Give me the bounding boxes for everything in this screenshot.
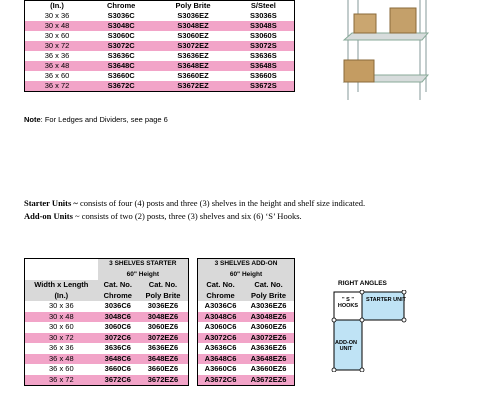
table-cell: S3060C (107, 31, 135, 40)
table-cell: 3036EZ6 (147, 301, 179, 311)
table-header-cell: Chrome (106, 1, 136, 10)
table-row (198, 322, 295, 333)
table-row (25, 11, 295, 21)
table-cell: A3036EZ6 (250, 301, 287, 311)
table-cell: S3672C (89, 81, 153, 92)
table-cell: 3660C6 (104, 364, 131, 374)
addon-text: ~ consists of two (2) posts, three (3) shelves and six (6) ‘S’ Hooks. (72, 211, 302, 221)
table-cell: S3072EZ (153, 41, 232, 51)
table-cell: S3660C (107, 71, 135, 80)
table-cell: S3660S (250, 71, 277, 80)
group-header-row (25, 259, 189, 270)
starter-label: Starter Units ~ (24, 198, 78, 208)
table-cell: 3072EZ6 (138, 333, 189, 344)
table-cell: A3660EZ6 (250, 364, 287, 374)
table-cell: 36 x 48 (25, 354, 98, 365)
table-row (25, 81, 295, 92)
table-cell: S3636S (250, 51, 277, 60)
table-cell: A3636C6 (204, 343, 237, 353)
note-body: : For Ledges and Dividers, see page 6 (40, 115, 168, 124)
table-cell: S3636C (107, 51, 135, 60)
table-row (25, 322, 189, 333)
table-cell: S3648S (233, 61, 295, 71)
table-cell: A3048C6 (198, 312, 244, 323)
table-row (198, 343, 295, 354)
starter-units-table (24, 258, 189, 386)
table-cell: A3660C6 (204, 364, 237, 374)
table-row (198, 354, 295, 365)
table-cell: A3072C6 (198, 333, 244, 344)
table-cell: 3036C6 (104, 301, 131, 311)
table-row (25, 343, 189, 354)
table-cell: A3672EZ6 (243, 375, 294, 386)
table-header-row (25, 1, 295, 12)
table-cell: S3060EZ (177, 31, 209, 40)
table-header-cell: S/Steel (250, 1, 276, 10)
table-cell: S3036S (250, 11, 277, 20)
table-cell: 36 x 36 (49, 343, 74, 353)
addon-label: Add-on Units (24, 211, 73, 221)
col-header: Poly Brite (243, 291, 294, 302)
table-header-cell: Poly Brite (175, 1, 211, 10)
table-row (198, 375, 295, 386)
table-cell: S3072C (89, 41, 153, 51)
table-cell: 3636C6 (104, 343, 131, 353)
table-cell: 36 x 36 (44, 51, 70, 60)
table-cell: S3072S (233, 41, 295, 51)
table-cell: 3060C6 (104, 322, 131, 332)
table-row (198, 333, 295, 344)
table-row (25, 31, 295, 41)
table-cell: S3036EZ (177, 11, 209, 20)
group-sub: 60" Height (198, 270, 295, 281)
col-header-row (25, 280, 189, 291)
table-cell: 36 x 60 (44, 71, 70, 80)
note-text (24, 115, 168, 124)
table-row (198, 364, 295, 375)
table-cell: 3072C6 (98, 333, 138, 344)
table-row (25, 333, 189, 344)
s-hooks-label: " S " HOOKS (337, 297, 359, 309)
table-cell: 3672EZ6 (138, 375, 189, 386)
diagram-title: RIGHT ANGLES (338, 280, 387, 287)
table-header-cell: (In.) (50, 1, 64, 10)
starter-description (24, 198, 365, 208)
table-row (198, 312, 295, 323)
group-sub-row (198, 270, 295, 281)
table-cell: S3672EZ (153, 81, 232, 92)
table-cell: A3036C6 (204, 301, 237, 311)
table-cell: 3648C6 (98, 354, 138, 365)
col-header: Cat. No. (98, 280, 138, 291)
table-cell: 30 x 60 (49, 322, 74, 332)
width-unit: (In.) (25, 291, 98, 302)
table-cell: 3048C6 (98, 312, 138, 323)
table-row (25, 61, 295, 71)
table-row (25, 375, 189, 386)
addon-description (24, 211, 302, 221)
addon-unit-label: ADD-ON UNIT (335, 340, 357, 352)
table-row (25, 41, 295, 51)
table-cell: S3672S (233, 81, 295, 92)
table-cell: 36 x 48 (25, 61, 90, 71)
table-cell: S3048S (233, 21, 295, 31)
col-header: Chrome (198, 291, 244, 302)
table-cell: 3648EZ6 (138, 354, 189, 365)
group-sub-row (25, 270, 189, 281)
table-cell: S3048C (89, 21, 153, 31)
table-row (198, 301, 295, 312)
table-cell: A3072EZ6 (243, 333, 294, 344)
table-cell: S3648C (89, 61, 153, 71)
table-cell: 36 x 60 (49, 364, 74, 374)
shelving-photo (330, 0, 430, 100)
empty-cell (25, 270, 98, 281)
starter-text: consists of four (4) posts and three (3) shelves in the height and shelf size indicated. (77, 198, 366, 208)
table-cell: 30 x 72 (25, 41, 90, 51)
table-row (25, 364, 189, 375)
table-row (25, 354, 189, 365)
col-header: Poly Brite (138, 291, 189, 302)
table-cell: S3636EZ (177, 51, 209, 60)
table-cell: 3660EZ6 (147, 364, 179, 374)
group-sub: 60" Height (98, 270, 189, 281)
col-header-row (198, 280, 295, 291)
table-cell: A3060EZ6 (250, 322, 287, 332)
table-cell: S3660EZ (177, 71, 209, 80)
table-cell: A3636EZ6 (250, 343, 287, 353)
addon-table-body (198, 259, 295, 386)
table-cell: 3672C6 (98, 375, 138, 386)
table-cell: 36 x 72 (25, 81, 90, 92)
addon-units-table (197, 258, 295, 386)
table-cell: S3060S (250, 31, 277, 40)
col-header-row (198, 291, 295, 302)
table-cell: 30 x 72 (25, 333, 98, 344)
top-shelf-table (24, 0, 295, 92)
table-cell: S3048EZ (153, 21, 232, 31)
table-cell: 30 x 36 (44, 11, 70, 20)
col-header: Cat. No. (198, 280, 244, 291)
group-title: 3 SHELVES STARTER (109, 260, 177, 268)
table-cell: A3648C6 (198, 354, 244, 365)
table-cell: A3648EZ6 (243, 354, 294, 365)
col-header: Cat. No. (243, 280, 294, 291)
addon-group-title: 3 SHELVES ADD-ON (198, 259, 295, 270)
table-cell: 30 x 48 (25, 312, 98, 323)
table-cell: S3036C (107, 11, 135, 20)
table-cell: A3672C6 (198, 375, 244, 386)
table-row (25, 21, 295, 31)
table-cell: 3048EZ6 (138, 312, 189, 323)
col-header-row (25, 291, 189, 302)
width-label: Width x Length (25, 280, 98, 291)
table-row (25, 312, 189, 323)
note-label: Note (24, 115, 41, 124)
table-cell: 30 x 36 (49, 301, 74, 311)
group-header-row (198, 259, 295, 270)
table-cell: 3636EZ6 (147, 343, 179, 353)
starter-unit-label: STARTER UNIT (366, 297, 406, 303)
table-row (25, 71, 295, 81)
starter-group-title (98, 259, 189, 270)
table-cell: 30 x 48 (25, 21, 90, 31)
empty-cell (25, 259, 98, 270)
table-cell: A3060C6 (204, 322, 237, 332)
table-row (25, 301, 189, 312)
col-header: Cat. No. (138, 280, 189, 291)
table-cell: 30 x 60 (44, 31, 70, 40)
table-cell: A3048EZ6 (243, 312, 294, 323)
starter-table-body (25, 259, 189, 386)
table-row (25, 51, 295, 61)
table-cell: 3060EZ6 (147, 322, 179, 332)
col-header: Chrome (98, 291, 138, 302)
table-cell: S3648EZ (153, 61, 232, 71)
top-shelf-table-body (25, 1, 295, 92)
table-cell: 36 x 72 (25, 375, 98, 386)
